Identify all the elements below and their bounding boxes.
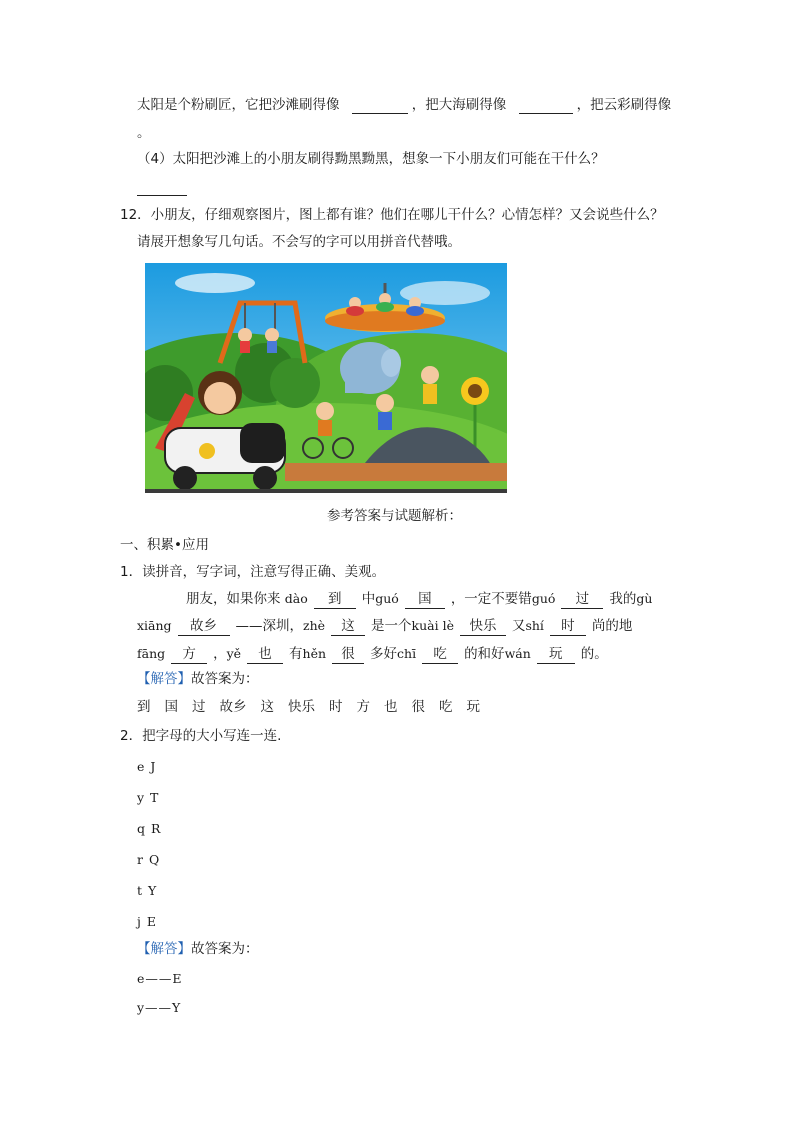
child (376, 394, 394, 412)
jieda-text: 故答案为： (191, 671, 259, 687)
q11-text-2: ，把大海刷得像 (411, 97, 507, 113)
q11-text-3: ，把云彩刷得像 (576, 97, 672, 113)
tree (270, 358, 320, 408)
row-text: 又 (511, 618, 526, 634)
pinyin: chī (397, 646, 421, 661)
a1-title: 1．读拼音，写字词，注意写得正确、美观。 (120, 564, 386, 580)
filled-answer: 很 (332, 645, 364, 664)
answer-title: 参考答案与试题解析： (327, 508, 462, 524)
child (421, 366, 439, 384)
ground (145, 489, 507, 493)
filled-answer: 玩 (537, 645, 575, 664)
letter-answer: y——Y (137, 1000, 182, 1015)
filled-answer: 也 (247, 645, 283, 664)
answer-word: 也 (384, 699, 398, 715)
pinyin: zhè (303, 618, 330, 633)
filled-answer: 过 (561, 590, 603, 609)
row-text: 多好 (370, 646, 398, 662)
answer-word: 到 (137, 699, 151, 715)
filled-answer: 国 (405, 590, 445, 609)
filled-answer: 快乐 (460, 617, 506, 636)
q11-question-4: （4）太阳把沙滩上的小朋友刷得黝黑黝黑，想象一下小朋友们可能在干什么？ (137, 151, 605, 167)
row-text: 朋友，如果你来 (186, 591, 285, 607)
pinyin: dào (284, 591, 312, 606)
park-illustration (145, 263, 507, 493)
row-text: ， (213, 646, 227, 662)
letter-pair: t Y (137, 883, 158, 898)
section-heading: 一、积累•应用 (120, 537, 209, 553)
row-text: 的和好 (464, 646, 505, 662)
answer-word: 过 (192, 699, 206, 715)
answer-word: 方 (356, 699, 370, 715)
child-on-swing (265, 328, 279, 342)
q11-line-end: 。 (137, 125, 151, 141)
answer-blank[interactable] (137, 179, 187, 196)
row-text: 有 (289, 646, 303, 662)
pinyin: kuài lè (411, 618, 458, 633)
row-text: ，一定不要错 (450, 591, 532, 607)
row-text: 的。 (580, 646, 608, 662)
q11-sun-line (137, 96, 671, 114)
q12-question: 12．小朋友，仔细观察图片，图上都有谁？他们在哪儿干什么？心情怎样？又会说些什么？ (120, 207, 664, 223)
filled-answer: 到 (314, 590, 356, 609)
pinyin: shí (525, 618, 548, 633)
pinyin: xiāng (137, 618, 176, 633)
letter-pair: j E (137, 914, 157, 929)
a2-title: 2．把字母的大小写连一连. (120, 728, 282, 744)
answer-word: 时 (329, 699, 343, 715)
answer-word: 这 (260, 699, 274, 715)
fence (285, 463, 507, 481)
pinyin: fāng (137, 646, 170, 661)
answer-word: 很 (411, 699, 425, 715)
filled-answer: 时 (550, 617, 586, 636)
letter-pair: e J (137, 759, 157, 774)
pinyin: hěn (302, 646, 331, 661)
pinyin: wán (504, 646, 535, 661)
cloud (175, 273, 255, 293)
answer-word: 故乡 (219, 699, 247, 715)
q11-q4-answer-line[interactable] (137, 178, 187, 196)
child-on-bike (316, 402, 334, 420)
row-text: 中 (361, 591, 376, 607)
a2-solution-label (137, 940, 259, 958)
jieda-text: 故答案为： (191, 941, 259, 957)
row-text: 是一个 (371, 618, 412, 634)
answer-blank[interactable] (352, 97, 408, 114)
answer-word: 吃 (439, 699, 453, 715)
jieda-tag: 【解答】 (137, 671, 191, 687)
row-text: 尚的地 (591, 618, 633, 634)
letter-answer: e——E (137, 971, 183, 986)
filled-answer: 方 (171, 645, 207, 664)
a1-solution-label (137, 670, 259, 688)
answer-word: 国 (164, 699, 178, 715)
answer-word: 玩 (466, 699, 480, 715)
letter-pair: y T (137, 790, 160, 805)
a1-answers (137, 698, 494, 716)
row-text: 我的 (609, 591, 637, 607)
pinyin: guó (531, 591, 560, 606)
pinyin: yě (226, 646, 246, 661)
answer-word: 快乐 (288, 699, 315, 715)
filled-answer: 吃 (422, 645, 458, 664)
a1-row-1 (186, 590, 652, 609)
pinyin: guó (375, 591, 403, 606)
child-on-swing (238, 328, 252, 342)
q12-instruction: 请展开想象写几句话。不会写的字可以用拼音代替哦。 (137, 234, 461, 250)
filled-answer: 这 (331, 617, 365, 636)
answer-blank[interactable] (519, 97, 573, 114)
row-text: ——深圳， (235, 618, 304, 634)
filled-answer: 故乡 (178, 617, 230, 636)
pinyin: gù (636, 591, 653, 606)
letter-pair: q R (137, 821, 162, 836)
a1-row-2 (137, 617, 632, 636)
a1-row-3 (137, 645, 608, 664)
jieda-tag: 【解答】 (137, 941, 191, 957)
girl-face (204, 382, 236, 414)
letter-pair: r Q (137, 852, 161, 867)
q11-text-1: 太阳是个粉刷匠，它把沙滩刷得像 (137, 97, 340, 113)
